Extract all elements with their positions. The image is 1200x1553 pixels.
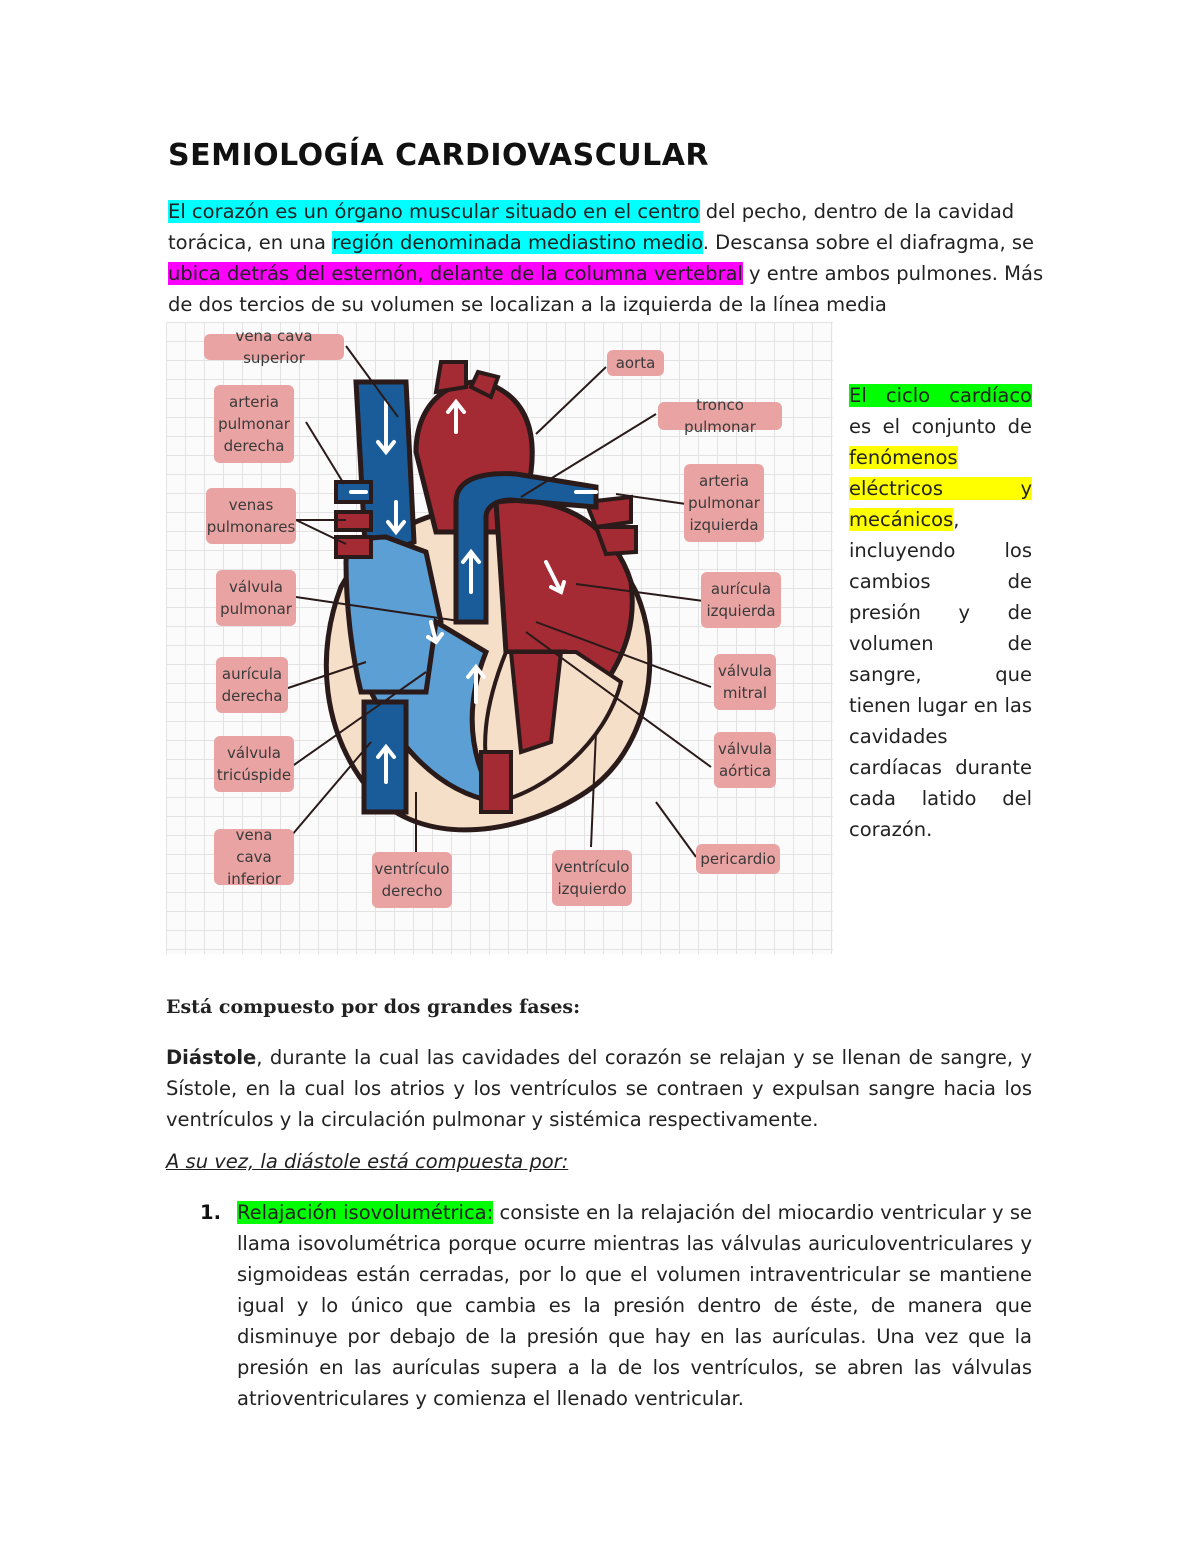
label-aorta: aorta <box>607 350 664 376</box>
list-item-highlight: Relajación isovolumétrica: <box>237 1201 494 1224</box>
label-valvula-tricuspide: válvula tricúspide <box>214 736 294 792</box>
side-highlight-1: El ciclo cardíaco <box>849 384 1032 407</box>
intro-highlight-1: El corazón es un órgano muscular situado en el centro <box>168 200 700 223</box>
intro-text-3: y entre ambos pulmones. Más de dos tercios de su volumen se localizan a la izquierda de la línea media <box>168 262 1044 316</box>
label-pericardio: pericardio <box>696 844 780 874</box>
label-vena-cava-inferior: vena cava inferior <box>214 829 294 885</box>
list-item-body: consiste en la relajación del miocardio ventricular y se llama isovolumétrica porque ocurre mientras las válvulas auriculoventriculares y sigmoideas están cerradas, por lo que el volumen intraventricular se mantiene igual y lo único que cambia es la presión dentro de éste, de manera que disminuye por debajo de la presión que hay en las aurículas. Una vez que la presión en las aurículas supera a la de los ventrículos, se abren las válvulas atrioventriculares y comienza el llenado ventricular. <box>237 1201 1032 1410</box>
label-valvula-pulmonar: válvula pulmonar <box>216 570 296 626</box>
intro-highlight-2: región denominada mediastino medio <box>332 231 703 254</box>
phases-paragraph <box>166 1042 1032 1135</box>
intro-highlight-3: ubica detrás del esternón, delante de la columna vertebral <box>168 262 743 285</box>
label-auricula-izquierda: aurícula izquierda <box>701 572 781 628</box>
cardiac-cycle-paragraph <box>849 380 1032 845</box>
intro-text-2: . Descansa sobre el diafragma, se <box>702 231 1035 254</box>
phases-text: , durante la cual las cavidades del corazón se relajan y se llenan de sangre, y Sístole, en la cual los atrios y los ventrículos se contraen y expulsan sangre hacia los ventrículos y la circulación pulmonar y sistémica respectivamente. <box>166 1046 1032 1131</box>
intro-text-1: del pecho, dentro de la cavidad torácica, en una <box>168 200 1015 254</box>
document-title: SEMIOLOGÍA CARDIOVASCULAR <box>168 138 710 173</box>
label-arteria-pulmonar-izquierda: arteria pulmonar izquierda <box>684 464 764 542</box>
side-text-1: es el conjunto de <box>849 415 1032 438</box>
label-valvula-aortica: válvula aórtica <box>714 732 776 788</box>
label-venas-pulmonares: venas pulmonares <box>206 488 296 544</box>
label-vena-cava-superior: vena cava superior <box>204 334 344 360</box>
label-valvula-mitral: válvula mitral <box>714 654 776 710</box>
side-highlight-2: fenómenos eléctricos y mecánicos <box>849 446 1032 531</box>
diastole-term: Diástole <box>166 1046 257 1069</box>
label-ventriculo-izquierdo: ventrículo izquierdo <box>552 850 632 906</box>
intro-paragraph <box>168 196 1048 320</box>
phases-heading: Está compuesto por dos grandes fases: <box>166 996 581 1018</box>
label-arteria-pulmonar-derecha: arteria pulmonar derecha <box>214 385 294 463</box>
heart-diagram <box>166 322 833 954</box>
label-ventriculo-derecho: ventrículo derecho <box>372 852 452 908</box>
list-item-number: 1. <box>200 1201 221 1224</box>
diastole-subheading: A su vez, la diástole está compuesta por: <box>166 1150 569 1173</box>
list-item-text <box>237 1197 1032 1414</box>
label-auricula-derecha: aurícula derecha <box>216 657 288 713</box>
side-text-2: , incluyendo los cambios de presión y de volumen de sangre, que tienen lugar en las cavidades cardíacas durante cada latido del corazón. <box>849 508 1032 841</box>
label-tronco-pulmonar: tronco pulmonar <box>658 402 782 430</box>
